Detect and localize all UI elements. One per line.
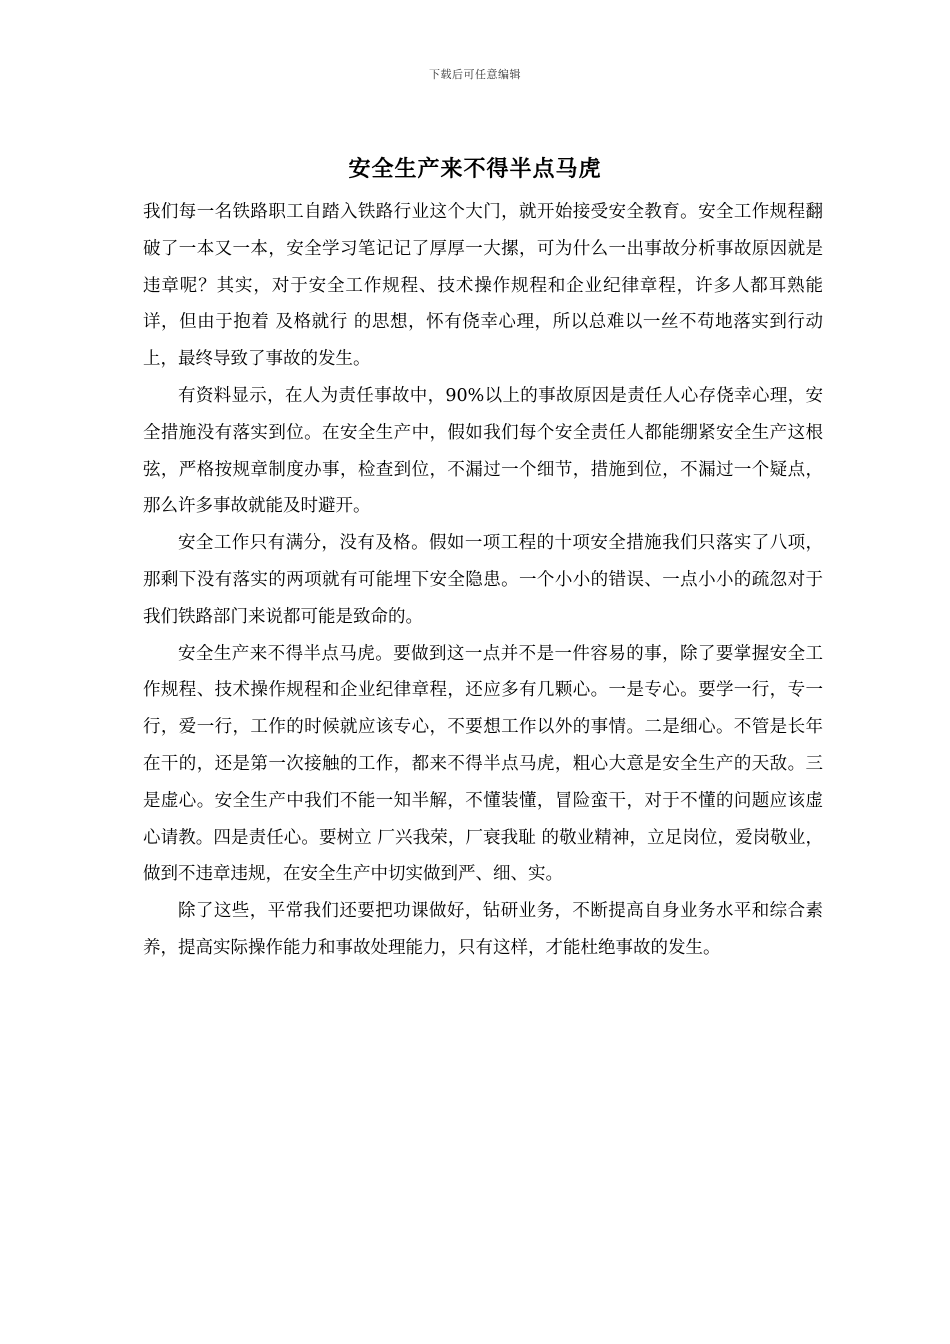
document-body <box>143 194 823 967</box>
header-note: 下载后可任意编辑 <box>429 68 521 81</box>
paragraph-4: 安全生产来不得半点马虎。要做到这一点并不是一件容易的事，除了要掌握安全工作规程、技术操作规程和企业纪律章程，还应多有几颗心。一是专心。要学一行，专一行，爱一行，工作的时候就应该专心，不要想工作以外的事情。二是细心。不管是长年在干的，还是第一次接触的工作，都来不得半点马虎，粗心大意是安全生产的天敌。三是虚心。安全生产中我们不能一知半解，不懂装懂，冒险蛮干，对于不懂的问题应该虚心请教。四是责任心。要树立 厂兴我荣，厂衰我耻 的敬业精神，立足岗位，爱岗敬业，做到不违章违规，在安全生产中切实做到严、细、实。 <box>143 643 823 885</box>
document-title: 安全生产来不得半点马虎 <box>348 156 602 182</box>
paragraph-2: 有资料显示，在人为责任事故中，90%以上的事故原因是责任人心存侥幸心理，安全措施没有落实到位。在安全生产中，假如我们每个安全责任人都能绷紧安全生产这根弦，严格按规章制度办事，检查到位，不漏过一个细节，措施到位，不漏过一个疑点，那么许多事故就能及时避开。 <box>143 385 823 517</box>
paragraph-5: 除了这些，平常我们还要把功课做好，钻研业务，不断提高自身业务水平和综合素养，提高实际操作能力和事故处理能力，只有这样，才能杜绝事故的发生。 <box>143 901 823 958</box>
paragraph-1: 我们每一名铁路职工自踏入铁路行业这个大门，就开始接受安全教育。安全工作规程翻破了一本又一本，安全学习笔记记了厚厚一大摞，可为什么一出事故分析事故原因就是违章呢？其实，对于安全工作规程、技术操作规程和企业纪律章程，许多人都耳熟能详，但由于抱着 及格就行 的思想，怀有侥幸心理，所以总难以一丝不苟地落实到行动上，最终导致了事故的发生。 <box>143 202 823 370</box>
paragraph-3: 安全工作只有满分，没有及格。假如一项工程的十项安全措施我们只落实了八项，那剩下没有落实的两项就有可能埋下安全隐患。一个小小的错误、一点小小的疏忽对于我们铁路部门来说都可能是致命的。 <box>143 533 823 627</box>
